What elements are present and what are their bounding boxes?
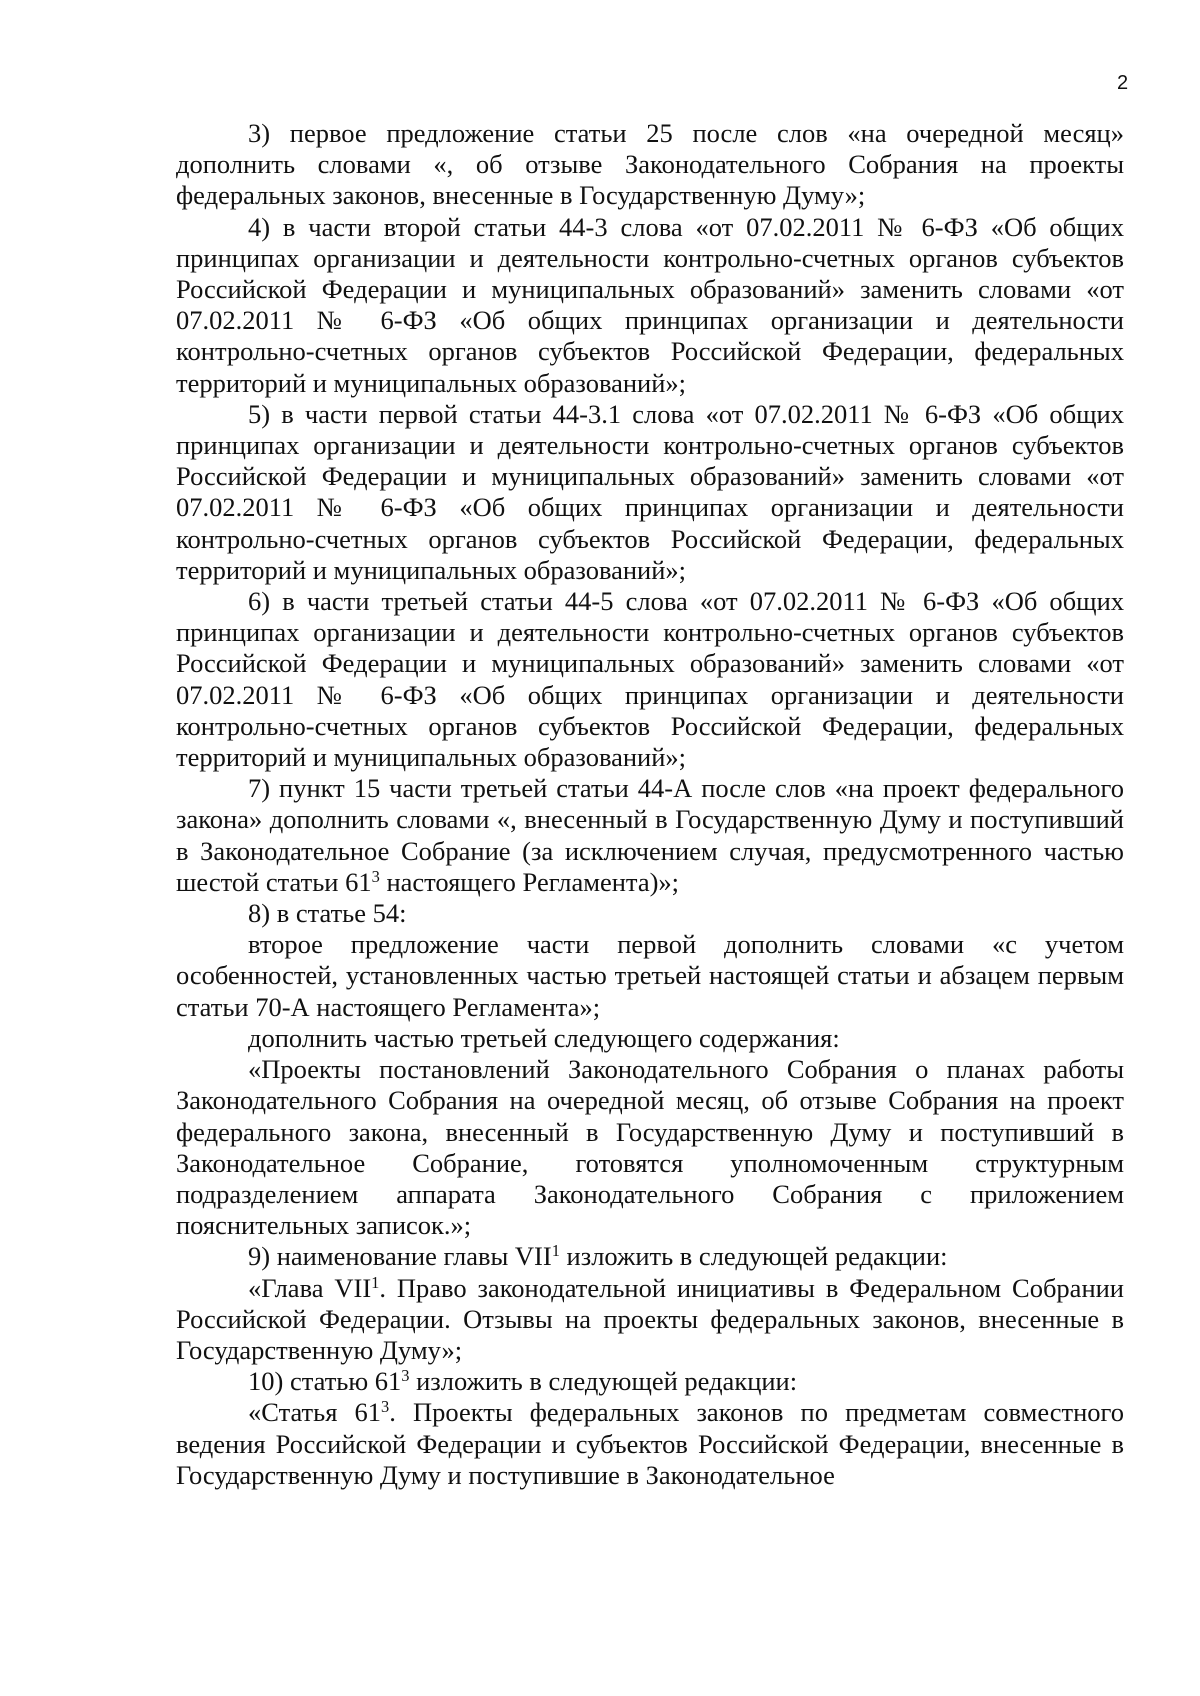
paragraph: 10) статью $61^3$ изложить в следующей редакции: [248,1366,798,1397]
superscript: 1 [371,1272,380,1292]
paragraph: 5) в части первой статьи 44-3.1 слова «от 07.02.2011 № 6-ФЗ «Об общих принципах организации и деятельности контрольно-счетных органов субъектов Российской Федерации и муниципальных образований» заменить словами «от 07.02.2011 № 6-ФЗ «Об общих принципах организации и деятельности контрольно-счетных органов субъектов Российской Федерации, федеральных территорий и муниципальных образований»; [176,398,1124,585]
paragraph: дополнить частью третьей следующего содержания: [248,1022,840,1053]
paragraph: «Статья $61^3$. Проекты федеральных законов по предметам совместного ведения Российской Федерации и субъектов Российской Федерации, внесенные в Государственную Думу и поступившие в Законодательное [176,1397,1124,1490]
superscript: 3 [381,1397,390,1417]
paragraph: 9) наименование главы VII$^1$ изложить в следующей редакции: [248,1241,948,1272]
page-number: 2 [1117,72,1129,94]
paragraph: 4) в части второй статьи 44-3 слова «от 07.02.2011 № 6-ФЗ «Об общих принципах организации и деятельности контрольно-счетных органов субъектов Российской Федерации и муниципальных образований» заменить словами «от 07.02.2011 № 6-ФЗ «Об общих принципах организации и деятельности контрольно-счетных органов субъектов Российской Федерации, федеральных территорий и муниципальных образований»; [176,211,1124,398]
paragraph: второе предложение части первой дополнить словами «с учетом особенностей, установленных частью третьей настоящей статьи и абзацем первым статьи 70-А настоящего Регламента»; [176,929,1124,1022]
paragraph: 3) первое предложение статьи 25 после слов «на очередной месяц» дополнить словами «, об отзыве Законодательного Собрания на проекты федеральных законов, внесенные в Государственную Думу»; [176,118,1124,211]
paragraph: 7) пункт 15 части третьей статьи 44-А после слов «на проект федерального закона» дополнить словами «, внесенный в Государственную Думу и поступивший в Законодательное Собрание (за исключением случая, предусмотренного частью шестой статьи $61^3$ настоящего Регламента)»; [176,773,1124,897]
superscript: 1 [551,1241,560,1261]
document-body [176,118,1124,1491]
paragraph: 6) в части третьей статьи 44-5 слова «от 07.02.2011 № 6-ФЗ «Об общих принципах организации и деятельности контрольно-счетных органов субъектов Российской Федерации и муниципальных образований» заменить словами «от 07.02.2011 № 6-ФЗ «Об общих принципах организации и деятельности контрольно-счетных органов субъектов Российской Федерации, федеральных территорий и муниципальных образований»; [176,586,1124,773]
paragraph: «Проекты постановлений Законодательного Собрания о планах работы Законодательного Собрания на очередной месяц, об отзыве Собрания на проект федерального закона, внесенный в Государственную Думу и поступивший в Законодательное Собрание, готовятся уполномоченным структурным подразделением аппарата Законодательного Собрания с приложением пояснительных записок.»; [176,1054,1124,1241]
paragraph: 8) в статье 54: [248,898,407,929]
superscript: 3 [371,866,380,886]
paragraph: «Глава VII$^1$. Право законодательной инициативы в Федеральном Собрании Российской Федерации. Отзывы на проекты федеральных законов, внесенные в Государственную Думу»; [176,1272,1124,1365]
superscript: 3 [401,1366,410,1386]
